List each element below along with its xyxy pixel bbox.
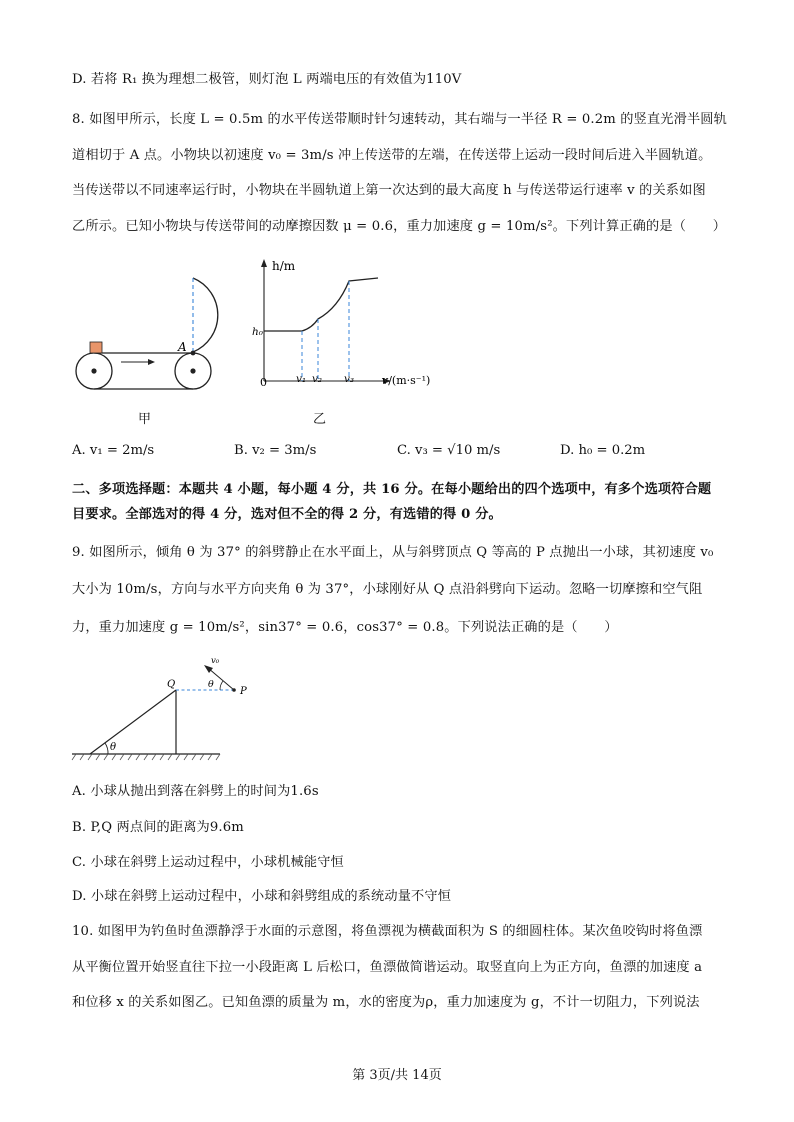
q7-option-d: D. 若将 R₁ 换为理想二极管，则灯泡 L 两端电压的有效值为110V xyxy=(72,72,462,87)
q8-line-1: 8. 如图甲所示，长度 L = 0.5m 的水平传送带顺时针匀速转动，其右端与一半径 R = 0.2m 的竖直光滑半圆轨 xyxy=(72,112,727,127)
q9-line-2: 大小为 10m/s，方向与水平方向夹角 θ 为 37°，小球刚好从 Q 点沿斜劈向下运动。忽略一切摩擦和空气阻 xyxy=(72,582,703,597)
figure-incline xyxy=(70,652,260,768)
q8-option-a: A. v₁ = 2m/s xyxy=(72,443,155,458)
label-P: P xyxy=(240,686,247,697)
figure-h-v-graph xyxy=(248,256,448,392)
q8-line-3: 当传送带以不同速率运行时，小物块在半圆轨道上第一次达到的最大高度 h 与传送带运行速率 v 的关系如图 xyxy=(72,183,706,198)
label-A: A xyxy=(178,340,187,354)
label-Q: Q xyxy=(167,679,176,690)
label-theta-base: θ xyxy=(110,742,117,753)
block xyxy=(90,342,102,353)
figure-conveyor xyxy=(66,268,248,398)
label-theta-top: θ xyxy=(208,679,214,690)
caption-jia: 甲 xyxy=(138,412,152,427)
q8-line-2: 道相切于 A 点。小物块以初速度 v₀ = 3m/s 冲上传送带的左端，在传送带上运动一段时间后进入半圆轨道。 xyxy=(72,148,712,163)
axis-label-v: v/(m·s⁻¹) xyxy=(382,374,431,387)
label-v3: v₃ xyxy=(344,373,355,385)
label-h0: h₀ xyxy=(252,326,263,338)
label-v0: v₀ xyxy=(211,656,220,666)
section2-line-2: 目要求。全部选对的得 4 分，选对但不全的得 2 分，有选错的得 0 分。 xyxy=(72,507,502,522)
q8-option-d: D. h₀ = 0.2m xyxy=(560,443,646,458)
q9-option-a: A. 小球从抛出到落在斜劈上的时间为1.6s xyxy=(72,784,319,799)
q10-line-1: 10. 如图甲为钓鱼时鱼漂静浮于水面的示意图，将鱼漂视为横截面积为 S 的细圆柱体。某次鱼咬钩时将鱼漂 xyxy=(72,924,703,939)
q9-line-1: 9. 如图所示，倾角 θ 为 37° 的斜劈静止在水平面上，从与斜劈顶点 Q 等高的 P 点抛出一小球，其初速度 v₀ xyxy=(72,545,714,560)
q9-option-b: B. P,Q 两点间的距离为9.6m xyxy=(72,820,244,835)
q8-line-4: 乙所示。已知小物块与传送带间的动摩擦因数 μ = 0.6，重力加速度 g = 10m/s²。下列计算正确的是（ ） xyxy=(72,219,727,234)
label-v2: v₂ xyxy=(312,373,323,385)
label-origin: 0 xyxy=(260,376,267,389)
caption-yi: 乙 xyxy=(313,412,327,427)
q8-option-b: B. v₂ = 3m/s xyxy=(234,443,317,458)
page-footer: 第 3页/共 14页 xyxy=(352,1068,442,1083)
q9-option-c: C. 小球在斜劈上运动过程中，小球机械能守恒 xyxy=(72,855,344,870)
axis-label-h: h/m xyxy=(272,259,296,273)
section2-line-1: 二、多项选择题：本题共 4 小题，每小题 4 分，共 16 分。在每小题给出的四个选项中，有多个选项符合题 xyxy=(72,482,712,497)
q9-line-3: 力，重力加速度 g = 10m/s²，sin37° = 0.6，cos37° = 0.8。下列说法正确的是（ ） xyxy=(72,620,618,635)
q9-option-d: D. 小球在斜劈上运动过程中，小球和斜劈组成的系统动量不守恒 xyxy=(72,889,452,904)
q8-option-c: C. v₃ = √10 m/s xyxy=(397,443,501,458)
label-v1: v₁ xyxy=(296,373,307,385)
q10-line-2: 从平衡位置开始竖直往下拉一小段距离 L 后松口，鱼漂做简谐运动。取竖直向上为正方向，鱼漂的加速度 a xyxy=(72,960,703,975)
q10-line-3: 和位移 x 的关系如图乙。已知鱼漂的质量为 m，水的密度为ρ，重力加速度为 g，不计一切阻力，下列说法 xyxy=(72,995,700,1010)
